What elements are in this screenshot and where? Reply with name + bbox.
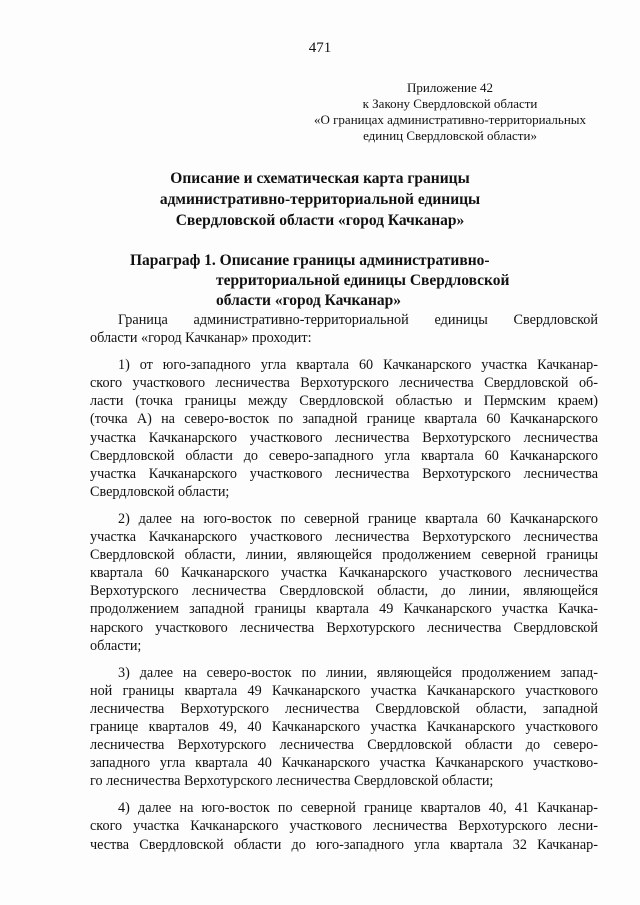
- text-line: области;: [90, 637, 142, 654]
- page-number: 471: [308, 40, 332, 56]
- text-line: (точка А) на северо-восток по западной границе квартала 60 Качканарского: [90, 411, 598, 428]
- text-line: ной границы квартала 49 Качканарского участка Качканарского участкового: [90, 682, 598, 699]
- heading-line: территориальной единицы Свердловской: [216, 272, 510, 289]
- text-line: области «город Качканар» проходит:: [90, 330, 312, 347]
- paragraph-heading: [130, 251, 570, 311]
- text-line: го лесничества Верхотурского лесничества Свердловской области;: [90, 773, 494, 790]
- text-line: 3) далее на северо-восток по линии, являющейся продолжением запад-: [118, 664, 598, 681]
- appendix-line: единиц Свердловской области»: [363, 128, 537, 143]
- text-line: чества Свердловской области до юго-западного угла квартала 32 Качканар-: [90, 836, 598, 853]
- appendix-note: [300, 80, 600, 144]
- text-line: 1) от юго-западного угла квартала 60 Качканарского участка Качканар-: [118, 357, 598, 374]
- appendix-line: «О границах административно-территориальных: [313, 112, 587, 127]
- text-line: границе кварталов 49, 40 Качканарского участка Качканарского участкового: [90, 718, 598, 735]
- appendix-line: Приложение 42: [406, 80, 494, 95]
- heading-line: области «город Качканар»: [216, 292, 402, 309]
- body-paragraph: [90, 799, 598, 853]
- title-line: Описание и схематическая карта границы: [170, 170, 470, 187]
- text-line: участка Качканарского участкового лесничества Верхотурского лесничества: [90, 529, 598, 546]
- text-line: ласти (точка границы между Свердловской областью и Пермским краем): [90, 393, 598, 410]
- title-line: Свердловской области «город Качканар»: [175, 212, 465, 229]
- heading-line: Параграф 1. Описание границы административно-: [130, 252, 490, 269]
- text-line: ского участка Качканарского участкового лесничества Верхотурского лесни-: [90, 818, 598, 835]
- document-title: [90, 168, 550, 231]
- text-line: продолжением западной границы квартала 49 Качканарского участка Качка-: [90, 601, 598, 618]
- text-line: лесничества Верхотурского лесничества Свердловской области, западной: [90, 700, 598, 717]
- text-line: западного угла квартала 40 Качканарского участка Качканарского участково-: [90, 755, 598, 772]
- text-line: нарского участкового лесничества Верхотурского лесничества Свердловской: [90, 619, 598, 636]
- text-line: Верхотурского лесничества Свердловской области, до линии, являющейся: [90, 583, 598, 600]
- text-line: ского участкового лесничества Верхотурского лесничества Свердловской об-: [90, 375, 598, 392]
- text-line: квартала 60 Качканарского участка Качканарского участкового лесничества: [90, 565, 598, 582]
- text-line: Граница административно-территориальной единицы Свердловской: [118, 312, 598, 328]
- text-line: Свердловской области до северо-западного угла квартала 60 Качканарского: [90, 447, 598, 464]
- body-paragraph: [90, 664, 598, 791]
- text-line: лесничества Верхотурского лесничества Свердловской области до северо-: [90, 737, 598, 754]
- text-line: участка Качканарского участкового лесничества Верхотурского лесничества: [90, 465, 598, 482]
- text-line: участка Качканарского участкового лесничества Верхотурского лесничества: [90, 429, 598, 446]
- text-line: 4) далее на юго-восток по северной границе кварталов 40, 41 Качканар-: [118, 800, 598, 817]
- appendix-line: к Закону Свердловской области: [362, 96, 538, 111]
- text-line: Свердловской области;: [90, 483, 230, 500]
- body-paragraph: [90, 311, 598, 347]
- body-paragraph: [90, 356, 598, 501]
- text-line: Свердловской области, линии, являющейся продолжением северной границы: [90, 547, 598, 564]
- body-text: [90, 311, 598, 863]
- title-line: административно-территориальной единицы: [159, 191, 481, 208]
- text-line: 2) далее на юго-восток по северной границе квартала 60 Качканарского: [118, 510, 598, 527]
- body-paragraph: [90, 510, 598, 655]
